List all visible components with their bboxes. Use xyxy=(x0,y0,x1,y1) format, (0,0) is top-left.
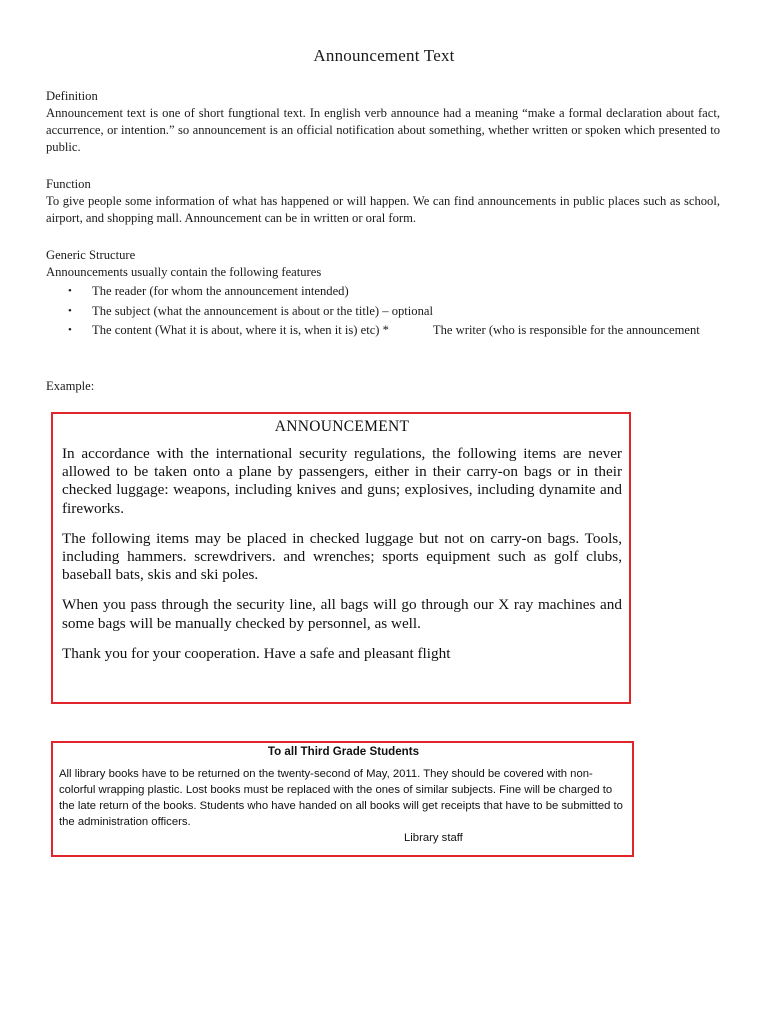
bullet-icon: • xyxy=(68,304,72,317)
example-2-body: All library books have to be returned on the twenty-second of May, 2011. They should be covered with non-colorful wrapping plastic. Lost books must be replaced with the ones of similar subjects. Fine will be charged to the late return of the books. Students who have handed on all books will get receipts that have to be submitted to the administration officers. xyxy=(59,768,623,828)
example-1-paragraph: The following items may be placed in checked luggage but not on carry-on bags. Tools, including hammers. screwdrivers. and wrenches; sports equipment such as golf clubs, baseball bats, skis and ski poles. xyxy=(62,529,622,584)
function-heading: Function xyxy=(46,177,91,191)
feature-text: The content (What it is about, where it is, when it is) etc) * xyxy=(92,323,389,337)
example-library-box xyxy=(51,741,634,857)
feature-text: The subject (what the announcement is about or the title) – optional xyxy=(92,303,433,318)
bullet-icon: • xyxy=(68,324,72,336)
definition-heading: Definition xyxy=(46,89,98,103)
generic-structure-section xyxy=(46,247,720,342)
example-1-paragraph: In accordance with the international security regulations, the following items are never allowed to be taken onto a plane by passengers, either in their carry-on bags or in their checked luggage: weapons, including knives and guns; explosives, including dynamite and fireworks. xyxy=(62,445,622,517)
document-title: Announcement Text xyxy=(313,46,455,65)
example-1-paragraph: When you pass through the security line, all bags will go through our X ray machines and some bags will be manually checked by personnel, as well. xyxy=(62,596,622,632)
example-1-title: ANNOUNCEMENT xyxy=(274,418,410,435)
generic-structure-heading: Generic Structure xyxy=(46,248,136,262)
feature-writer-text: The writer (who is responsible for the announcement xyxy=(432,323,700,337)
example-heading: Example: xyxy=(46,379,95,393)
features-list xyxy=(46,283,720,339)
example-announcement-box xyxy=(51,412,631,704)
generic-structure-intro: Announcements usually contain the following features xyxy=(46,265,322,279)
list-item xyxy=(46,283,720,300)
example-1-paragraph: Thank you for your cooperation. Have a safe and pleasant flight xyxy=(62,644,451,662)
example-2-title: To all Third Grade Students xyxy=(267,745,420,758)
list-item xyxy=(46,322,720,339)
example-2-signature: Library staff xyxy=(404,832,463,844)
feature-text: The reader (for whom the announcement intended) xyxy=(92,284,349,298)
list-item xyxy=(46,303,720,320)
function-section xyxy=(46,176,720,227)
definition-section xyxy=(46,88,720,156)
function-text: To give people some information of what has happened or will happen. We can find announcements in public places such as school, airport, and shopping mall. Announcement can be in written or oral form. xyxy=(46,194,720,225)
example-section xyxy=(46,378,720,395)
bullet-icon: • xyxy=(68,285,72,297)
definition-text: Announcement text is one of short fungtional text. In english verb announce had a meaning “make a formal declaration about fact, accurrence, or intention.” so announcement is an official notification about something, whether written or spoken which presented to public. xyxy=(46,106,720,154)
